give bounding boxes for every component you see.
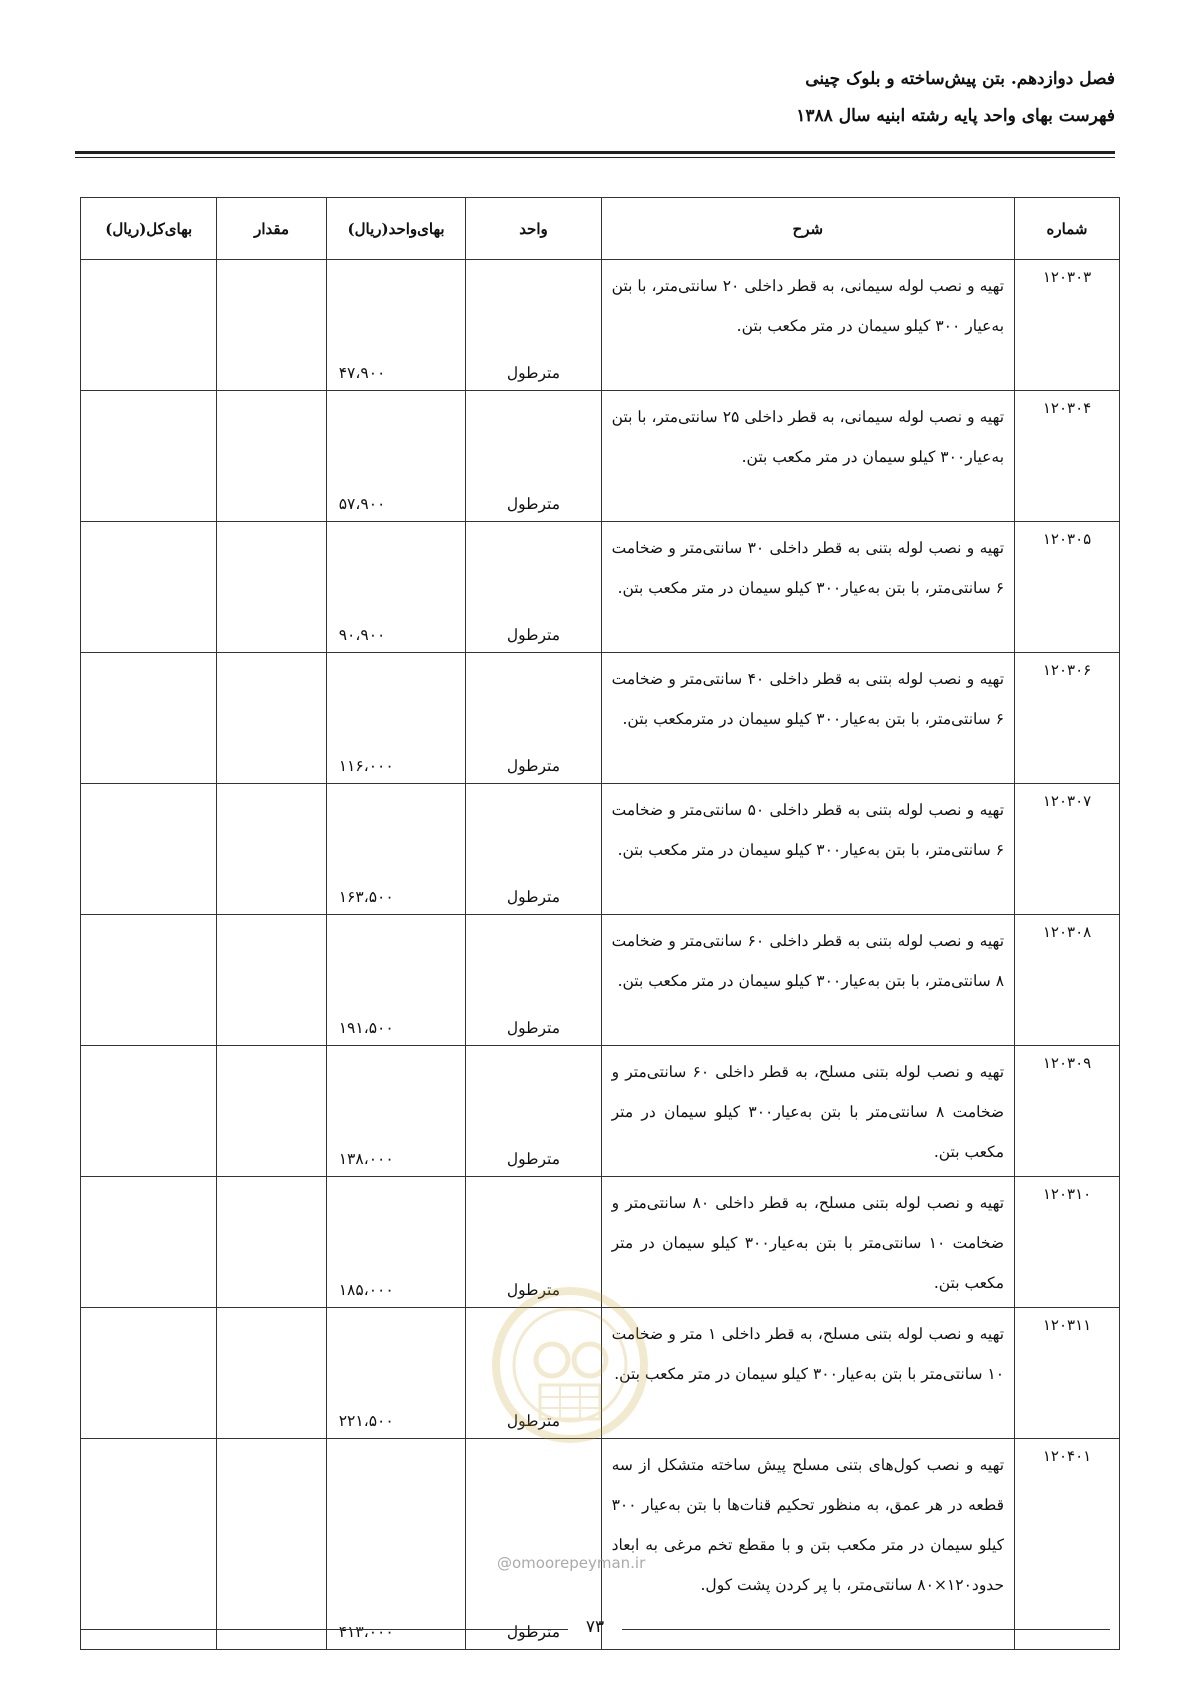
item-description: تهیه و نصب لوله سیمانی، به قطر داخلی ۲۵ سانتی‌متر، با بتن به‌عیار۳۰۰ کیلو سیمان در متر مکعب بتن. <box>601 391 1014 522</box>
item-unit-price: ۱۸۵،۰۰۰ <box>326 1177 466 1308</box>
item-description: تهیه و نصب لوله سیمانی، به قطر داخلی ۲۰ سانتی‌متر، با بتن به‌عیار ۳۰۰ کیلو سیمان در متر مکعب بتن. <box>601 260 1014 391</box>
item-unit: مترطول <box>466 915 601 1046</box>
price-table <box>80 197 1120 1650</box>
col-header-total-price: بهای‌کل(ریال) <box>81 198 217 260</box>
item-unit-price: ۱۹۱،۵۰۰ <box>326 915 466 1046</box>
item-total-price <box>81 1177 217 1308</box>
item-unit: مترطول <box>466 1046 601 1177</box>
table-row <box>81 1177 1120 1308</box>
item-total-price <box>81 1046 217 1177</box>
list-title: فهرست بهای واحد پایه رشته ابنیه سال ۱۳۸۸ <box>796 106 1115 126</box>
item-unit-price: ۱۱۶،۰۰۰ <box>326 653 466 784</box>
table-row <box>81 653 1120 784</box>
page-number: ۷۳ <box>585 1617 605 1637</box>
col-header-unit-price: بهای‌واحد(ریال) <box>326 198 466 260</box>
item-unit: مترطول <box>466 1177 601 1308</box>
chapter-title: فصل دوازدهم. بتن پیش‌ساخته و بلوک چینی <box>805 69 1115 89</box>
item-quantity <box>217 260 326 391</box>
item-total-price <box>81 391 217 522</box>
item-unit: مترطول <box>466 522 601 653</box>
item-description: تهیه و نصب لوله بتنی به قطر داخلی ۴۰ سانتی‌متر و ضخامت ۶ سانتی‌متر، با بتن به‌عیار۳۰۰ کیلو سیمان در مترمکعب بتن. <box>601 653 1014 784</box>
item-number: ۱۲۰۳۰۵ <box>1015 522 1120 653</box>
item-unit: مترطول <box>466 1308 601 1439</box>
item-description: تهیه و نصب لوله بتنی به قطر داخلی ۳۰ سانتی‌متر و ضخامت ۶ سانتی‌متر، با بتن به‌عیار۳۰۰ کیلو سیمان در متر مکعب بتن. <box>601 522 1014 653</box>
item-description: تهیه و نصب لوله بتنی به قطر داخلی ۵۰ سانتی‌متر و ضخامت ۶ سانتی‌متر، با بتن به‌عیار۳۰۰ کیلو سیمان در متر مکعب بتن. <box>601 784 1014 915</box>
item-quantity <box>217 522 326 653</box>
item-quantity <box>217 391 326 522</box>
item-unit-price: ۴۷،۹۰۰ <box>326 260 466 391</box>
item-unit-price: ۱۳۸،۰۰۰ <box>326 1046 466 1177</box>
footer-rule-right <box>622 1629 1110 1630</box>
header-rule-thick <box>75 151 1115 154</box>
item-quantity <box>217 784 326 915</box>
item-number: ۱۲۰۳۱۱ <box>1015 1308 1120 1439</box>
item-total-price <box>81 522 217 653</box>
col-header-unit: واحد <box>466 198 601 260</box>
watermark-text: @omoorepeyman.ir <box>497 1554 646 1572</box>
item-description: تهیه و نصب لوله بتنی به قطر داخلی ۶۰ سانتی‌متر و ضخامت ۸ سانتی‌متر، با بتن به‌عیار۳۰۰ کیلو سیمان در متر مکعب بتن. <box>601 915 1014 1046</box>
item-total-price <box>81 784 217 915</box>
item-quantity <box>217 1046 326 1177</box>
table-row <box>81 1308 1120 1439</box>
table-row <box>81 784 1120 915</box>
item-total-price <box>81 1439 217 1650</box>
table-row <box>81 522 1120 653</box>
item-number: ۱۲۰۴۰۱ <box>1015 1439 1120 1650</box>
table-row <box>81 915 1120 1046</box>
item-description: تهیه و نصب لوله بتنی مسلح، به قطر داخلی ۸۰ سانتی‌متر و ضخامت ۱۰ سانتی‌متر با بتن به‌عیار۳۰۰ کیلو سیمان در متر مکعب بتن. <box>601 1177 1014 1308</box>
item-number: ۱۲۰۳۰۷ <box>1015 784 1120 915</box>
table-header-row <box>81 198 1120 260</box>
item-number: ۱۲۰۳۰۶ <box>1015 653 1120 784</box>
item-total-price <box>81 653 217 784</box>
item-description: تهیه و نصب لوله بتنی مسلح، به قطر داخلی ۶۰ سانتی‌متر و ضخامت ۸ سانتی‌متر با بتن به‌عیار۳۰۰ کیلو سیمان در متر مکعب بتن. <box>601 1046 1014 1177</box>
col-header-quantity: مقدار <box>217 198 326 260</box>
col-header-description: شرح <box>601 198 1014 260</box>
header-rule-thin <box>75 157 1115 158</box>
item-quantity <box>217 1439 326 1650</box>
item-total-price <box>81 1308 217 1439</box>
col-header-number: شماره <box>1015 198 1120 260</box>
item-unit-price: ۹۰،۹۰۰ <box>326 522 466 653</box>
item-quantity <box>217 653 326 784</box>
item-unit: مترطول <box>466 1439 601 1650</box>
item-unit: مترطول <box>466 653 601 784</box>
item-total-price <box>81 260 217 391</box>
footer-rule-left <box>80 1629 568 1630</box>
page-header <box>75 62 1115 136</box>
item-unit: مترطول <box>466 391 601 522</box>
item-description: تهیه و نصب لوله بتنی مسلح، به قطر داخلی ۱ متر و ضخامت ۱۰ سانتی‌متر با بتن به‌عیار۳۰۰ کیلو سیمان در متر مکعب بتن. <box>601 1308 1014 1439</box>
item-unit: مترطول <box>466 784 601 915</box>
item-number: ۱۲۰۳۰۹ <box>1015 1046 1120 1177</box>
item-number: ۱۲۰۳۱۰ <box>1015 1177 1120 1308</box>
item-unit-price: ۵۷،۹۰۰ <box>326 391 466 522</box>
item-number: ۱۲۰۳۰۸ <box>1015 915 1120 1046</box>
item-total-price <box>81 915 217 1046</box>
table-row <box>81 260 1120 391</box>
item-number: ۱۲۰۳۰۴ <box>1015 391 1120 522</box>
item-unit-price: ۱۶۳،۵۰۰ <box>326 784 466 915</box>
item-unit-price: ۲۲۱،۵۰۰ <box>326 1308 466 1439</box>
item-number: ۱۲۰۳۰۳ <box>1015 260 1120 391</box>
item-description: تهیه و نصب کول‌های بتنی مسلح پیش ساخته متشکل از سه قطعه در هر عمق، به منظور تحکیم قنات‌ها با بتن به‌عیار ۳۰۰ کیلو سیمان در متر مکعب بتن و با مقطع تخم مرغی به ابعاد حدود۱۲۰×۸۰ سانتی‌متر، با پر کردن پشت کول. <box>601 1439 1014 1650</box>
table-row <box>81 1046 1120 1177</box>
item-unit-price: ۴۱۳،۰۰۰ <box>326 1439 466 1650</box>
item-unit: مترطول <box>466 260 601 391</box>
table-row <box>81 391 1120 522</box>
item-quantity <box>217 915 326 1046</box>
item-quantity <box>217 1308 326 1439</box>
item-quantity <box>217 1177 326 1308</box>
